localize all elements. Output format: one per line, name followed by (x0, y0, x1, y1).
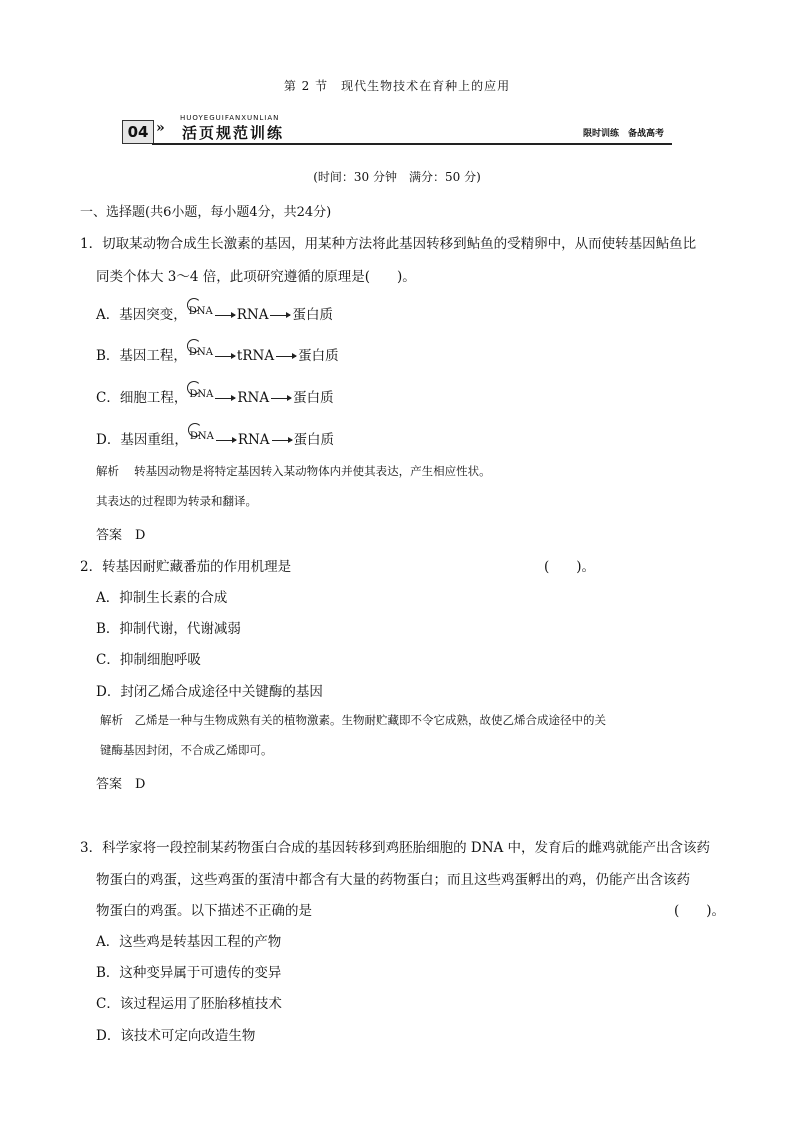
dna-loop-icon (190, 432, 214, 448)
q2-answer: 答案 D (96, 777, 146, 792)
banner-title: 活页规范训练 (182, 124, 285, 142)
banner-slogan: 限时训练 备战高考 (582, 129, 664, 139)
q1-option-b (96, 344, 339, 364)
q2-bracket: ( )。 (544, 559, 596, 575)
option-label: A．基因突变， (96, 307, 187, 323)
dna-loop-icon (189, 307, 213, 323)
protein-label: 蛋白质 (292, 307, 333, 323)
q3-option-d: D．该技术可定向改造生物 (96, 1028, 256, 1044)
banner-arrow-icon: » (156, 120, 165, 136)
dna-label: DNA (189, 431, 214, 442)
q1-analysis-line1: 解析 转基因动物是将特定基因转入某动物体内并使其表达，产生相应性状。 (96, 464, 491, 478)
dna-loop-icon (189, 390, 213, 406)
q2-option-a: A．抑制生长素的合成 (96, 590, 228, 606)
q2-option-c: C．抑制细胞呼吸 (96, 652, 201, 668)
q1-option-a (96, 303, 333, 323)
arrow-icon (215, 398, 235, 399)
option-label: C．细胞工程， (96, 390, 188, 406)
q3-bracket: ( )。 (674, 903, 726, 919)
q1-stem-line2: 同类个体大 3～4 倍，此项研究遵循的原理是( )。 (96, 269, 416, 285)
protein-label: 蛋白质 (298, 348, 339, 364)
section-banner (122, 116, 672, 146)
q1-answer: 答案 D (96, 528, 146, 543)
q1-option-d (96, 428, 334, 448)
q2-analysis-line2: 键酶基因封闭，不合成乙烯即可。 (100, 743, 273, 757)
rna-label: RNA (237, 390, 270, 406)
protein-label: 蛋白质 (293, 432, 335, 448)
q1-analysis-line2: 其表达的过程即为转录和翻译。 (96, 494, 257, 508)
arrow-icon (270, 315, 290, 316)
q3-option-a: A．这些鸡是转基因工程的产物 (96, 934, 282, 950)
arrow-icon (215, 356, 235, 357)
arrow-icon (272, 440, 292, 441)
dna-label: DNA (189, 389, 214, 400)
arrow-icon (216, 440, 236, 441)
time-info: (时间：30 分钟 满分：50 分) (313, 170, 481, 184)
rna-label: RNA (237, 432, 270, 448)
q2-option-d: D．封闭乙烯合成途径中关键酶的基因 (96, 684, 323, 700)
q1-option-c (96, 386, 334, 406)
q3-stem-line3: 物蛋白的鸡蛋。以下描述不正确的是 (96, 903, 312, 919)
q3-stem-line1: 3．科学家将一段控制某药物蛋白合成的基因转移到鸡胚胎细胞的 DNA 中，发育后的雌鸡就能产出含该药 (80, 840, 711, 856)
rna-label: RNA (236, 307, 269, 323)
q3-stem-line2: 物蛋白的鸡蛋，这些鸡蛋的蛋清中都含有大量的药物蛋白；而且这些鸡蛋孵出的鸡，仍能产出含该药 (96, 872, 690, 888)
chapter-title: 第 2 节 现代生物技术在育种上的应用 (283, 79, 511, 93)
protein-label: 蛋白质 (293, 390, 334, 406)
q2-analysis-line1: 解析 乙烯是一种与生物成熟有关的植物激素。生物耐贮藏即不令它成熟，故使乙烯合成途径中的关 (100, 713, 606, 727)
rna-label: tRNA (236, 348, 275, 364)
dna-label: DNA (188, 306, 213, 317)
banner-rule (152, 143, 672, 145)
dna-loop-icon (189, 348, 213, 364)
banner-pinyin: HUOYEGUIFANXUNLIAN (180, 114, 280, 122)
section-title: 一、选择题(共6小题，每小题4分，共24分) (80, 205, 332, 220)
dna-label: DNA (188, 347, 213, 358)
arrow-icon (276, 356, 296, 357)
arrow-icon (271, 398, 291, 399)
option-label: B．基因工程， (96, 348, 187, 364)
q1-stem-line1: 1．切取某动物合成生长激素的基因，用某种方法将此基因转移到鲇鱼的受精卵中，从而使转基因鲇鱼比 (80, 236, 697, 252)
q3-option-c: C．该过程运用了胚胎移植技术 (96, 996, 282, 1012)
q3-option-b: B．这种变异属于可遗传的变异 (96, 965, 282, 981)
q2-stem: 2．转基因耐贮藏番茄的作用机理是 (80, 559, 292, 575)
arrow-icon (215, 315, 235, 316)
q2-option-b: B．抑制代谢，代谢减弱 (96, 621, 241, 637)
banner-number: 04 (122, 120, 154, 144)
option-label: D．基因重组， (96, 432, 188, 448)
